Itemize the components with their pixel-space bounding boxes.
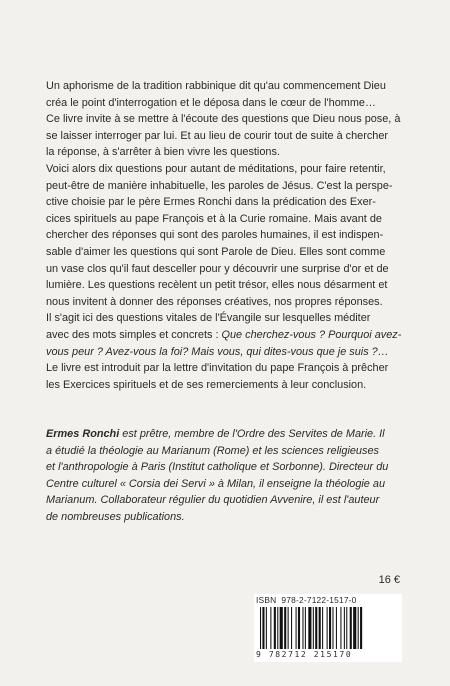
blurb-line: les Exercices spirituels et de ses remerciements à leur conclusion. <box>46 378 367 391</box>
barcode-bar <box>305 607 306 649</box>
blurb-line: sable d'aimer les questions qui sont Parole de Dieu. Elles sont comme <box>46 245 386 258</box>
blurb-line: Voici alors dix questions pour autant de méditations, pour faire retentir, <box>46 162 386 175</box>
barcode-bar <box>274 607 276 649</box>
barcode-bar <box>266 607 267 649</box>
blurb-line: Un aphorisme de la tradition rabbinique dit qu'au commencement Dieu <box>46 80 386 92</box>
author-bio-line: Marianum. Collaborateur régulier du quotidien Avvenire, il est l'auteur <box>46 494 380 507</box>
barcode-bar <box>302 607 303 649</box>
barcode-bar <box>280 607 283 649</box>
blurb-text <box>46 78 402 393</box>
price-label: 16 € <box>378 574 400 586</box>
barcode-bar <box>296 607 297 649</box>
barcode-bar <box>346 607 347 649</box>
blurb-line: cices spirituels au pape François et à la Curie romaine. Mais avant de <box>46 212 382 225</box>
isbn-number: 978-2-7122-1517-0 <box>281 595 357 605</box>
blurb-line: Ce livre invite à se mettre à l'écoute des questions que Dieu nous pose, à <box>46 113 401 126</box>
author-bio-line: est prêtre, membre de l'Ordre des Servites de Marie. Il <box>119 428 385 440</box>
blurb-line-roman: avec des mots simples et concrets : <box>46 328 222 341</box>
barcode-bar <box>340 607 341 649</box>
barcode-bar <box>344 607 345 649</box>
barcode-bar <box>350 607 352 649</box>
blurb-line-mixed <box>46 327 402 344</box>
author-bio-line: de nombreuses publications. <box>46 510 185 523</box>
blurb-line: la réponse, à s'arrêter à bien vivre les questions. <box>46 146 280 159</box>
blurb-line: nous invitent à donner des réponses créatives, nos propres réponses. <box>46 295 383 308</box>
barcode-bar <box>288 607 289 649</box>
barcode-bar <box>308 607 311 649</box>
isbn-label <box>256 595 400 605</box>
barcode-bar <box>260 607 261 649</box>
author-bio-line: a étudié la théologie au Marianum (Rome) et les sciences religieuses <box>46 444 379 457</box>
isbn-barcode-block <box>254 594 402 662</box>
barcode-bar <box>353 607 356 649</box>
barcode-bar <box>277 607 278 649</box>
barcode-bar <box>336 607 337 649</box>
barcode-bar <box>262 607 264 649</box>
barcode-bar <box>284 607 286 649</box>
barcode-icon <box>258 607 398 649</box>
barcode-digits: 9 782712 215170 <box>256 650 353 659</box>
blurb-line: créa le point d'interrogation et le déposa dans le cœur de l'homme… <box>46 96 376 109</box>
author-bio <box>46 426 402 526</box>
author-bio-line: et l'anthropologie à Paris (Institut catholique et Sorbonne). Directeur du <box>46 461 389 474</box>
barcode-bar <box>358 607 359 649</box>
barcode-bar <box>270 607 271 649</box>
blurb-line: peut-être de manière inhabituelle, les paroles de Jésus. C'est la perspe- <box>46 179 393 192</box>
barcode-bar <box>322 607 323 649</box>
blurb-line: Le livre est introduit par la lettre d'invitation du pape François à prêcher <box>46 362 389 375</box>
author-name: Ermes Ronchi <box>46 428 120 440</box>
blurb-line: chercher des réponses qui sont des paroles humaines, il est indispen- <box>46 229 384 242</box>
barcode-bar <box>313 607 314 649</box>
barcode-bar <box>315 607 317 649</box>
blurb-questions-italic: Que cherchez-vous ? Pourquoi avez- <box>221 328 402 341</box>
barcode-bar <box>298 607 300 649</box>
barcode-bar <box>319 607 321 649</box>
barcode-bar <box>329 607 331 649</box>
isbn-prefix: ISBN <box>256 595 277 605</box>
blurb-questions-italic-2: vous peur ? Avez-vous la foi? Mais vous, qui dites-vous que je suis ?… <box>46 345 389 358</box>
blurb-line: lumière. Les questions recèlent un petit trésor, elles nous désarment et <box>46 279 388 292</box>
blurb-line: un vase clos qu'il faut desceller pour y découvrir une surprise d'or et de <box>46 262 389 275</box>
blurb-line: se laisser interroger par lui. Et au lieu de courir tout de suite à chercher <box>46 129 389 142</box>
blurb-line-italic <box>46 344 402 361</box>
barcode-bar <box>360 607 362 649</box>
blurb-line: ctive choisie par le père Ermes Ronchi dans la prédication des Exer- <box>46 196 376 209</box>
author-bio-line: Centre culturel « Corsia dei Servi » à Milan, il enseigne la théologie au <box>46 477 386 490</box>
barcode-bar <box>327 607 328 649</box>
barcode-bar <box>291 607 292 649</box>
blurb-line: Il s'agit ici des questions vitales de l'Évangile sur lesquelles méditer <box>46 312 371 325</box>
barcode-bar <box>332 607 333 649</box>
